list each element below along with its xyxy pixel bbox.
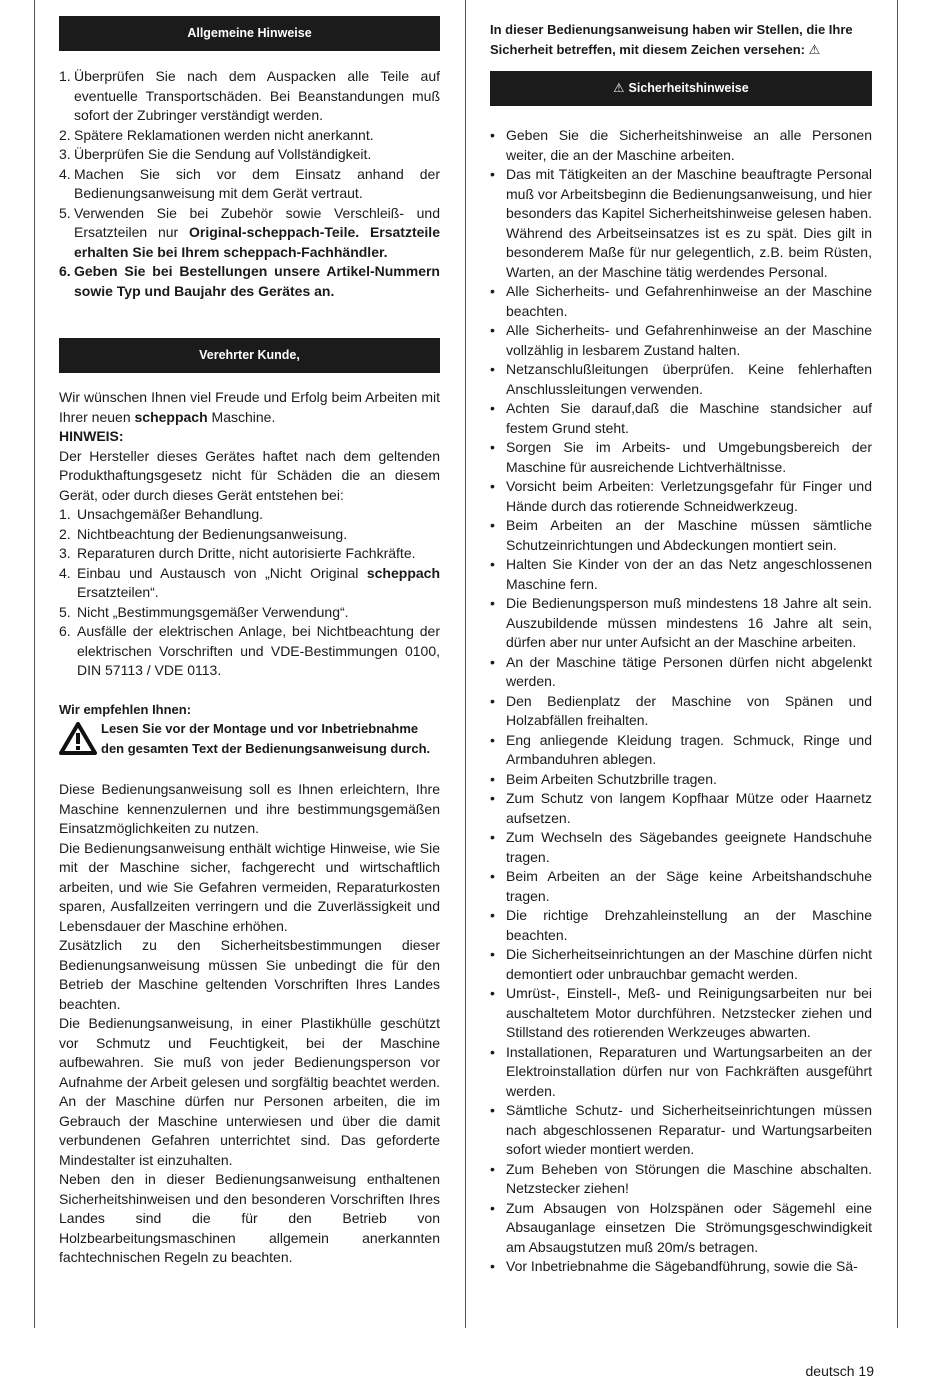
paragraph: Die Bedienungsanweisung enthält wichtige Hinweise, wie Sie mit der Maschine sicher, fachgerecht und wirtschaftlich arbeiten, und wie Sie Gefahren vermeiden, Reparaturkosten sparen, Ausfallzeiten verringern und die Zuverlässigkeit und Lebensdauer der Maschine erhöhen. — [59, 839, 440, 934]
list-item: 3. Reparaturen durch Dritte, nicht autorisierte Fachkräfte. — [59, 545, 416, 561]
safety-bullet-item: • Das mit Tätigkeiten an der Maschine beauftragte Personal muß vor Arbeitsbeginn die Bedienungsanweisung, und hier besonders das Kapitel Sicherheitshinweise gelesen haben. Während des Arbeitseinsatzes ist es zu spät. Dies gilt in besonderem Maße für nur gelegentlich, z.B. beim Rüsten, Warten, an der Maschine tätig werdendes Personal. — [490, 166, 872, 280]
list-item: 2. Nichtbeachtung der Bedienungsanweisung. — [59, 525, 348, 542]
warning-triangle-icon — [59, 722, 97, 755]
paragraph: Die Bedienungsanweisung, in einer Plastikhülle geschützt vor Schmutz und Feuchtigkeit, bei der Maschine aufbewahren. Sie muß von jeder Bedienungsperson vor Aufnahme der Arbeit gelesen und sorgfältig beachtet werden. An der Maschine dürfen nur Personen arbeiten, die im Gebrauch der Maschine unterwiesen und über die damit verbundenen Gefahren unterrichtet sind. Das geforderte Mindestalter ist einzuhalten. — [59, 1015, 440, 1168]
bullet-dot: • — [490, 361, 495, 377]
list-item: 5. Nicht „Bestimmungsgemäßer Verwendung“. — [59, 603, 349, 620]
bullet-dot: • — [490, 985, 495, 1001]
bullet-dot: • — [490, 868, 495, 884]
general-notes-list — [59, 67, 440, 301]
recommend-label: Wir empfehlen Ihnen: — [59, 701, 192, 717]
bullet-dot: • — [490, 595, 495, 611]
paragraph: Diese Bedienungsanweisung soll es Ihnen erleichtern, Ihre Maschine kennenzulernen und ihre bestimmungsgemäßen Einsatzmöglichkeiten zu nutzen. — [59, 781, 440, 836]
bullet-dot: • — [490, 400, 495, 416]
bullet-dot: • — [490, 556, 495, 572]
safety-bullet-item: • Beim Arbeiten an der Säge keine Arbeitshandschuhe tragen. — [490, 868, 872, 904]
list-item: 4. Einbau und Austausch von „Nicht Original scheppach Ersatzteilen“. — [59, 564, 440, 600]
safety-bullet-item: • Alle Sicherheits- und Gefahrenhinweise an der Maschine beachten. — [490, 283, 872, 319]
list-item: 6. Ausfälle der elektrischen Anlage, bei Nichtbeachtung der elektrischen Vorschriften und VDE-Bestimmungen 0100, DIN 57113 / VDE 0113. — [59, 623, 440, 678]
warning-box — [59, 719, 440, 758]
list-item: 5. Verwenden Sie bei Zubehör sowie Verschleiß- und Ersatzteilen nur Original-scheppach-Teile. Ersatzteile erhalten Sie bei Ihrem scheppach-Fachhändler. — [59, 204, 440, 260]
safety-bullet-item: • Sorgen Sie im Arbeits- und Umgebungsbereich der Maschine für ausreichende Lichtverhältnisse. — [490, 439, 872, 475]
bullet-dot: • — [490, 653, 495, 670]
safety-bullet-item: • Zum Absaugen von Holzspänen oder Sägemehl eine Absauganlage einsetzen Die Strömungsgeschwindigkeit am Absaugstutzen muß 20m/s betragen. — [490, 1199, 872, 1255]
list-item: 1. Unsachgemäßer Behandlung. — [59, 506, 264, 522]
hinweis-label: HINWEIS: — [59, 428, 124, 444]
safety-bullet-item: • Installationen, Reparaturen und Wartungsarbeiten an der Elektroinstallation dürfen nur von Fachkräften ausgeführt werden. — [490, 1043, 872, 1099]
safety-bullet-item: • Umrüst-, Einstell-, Meß- und Reinigungsarbeiten nur bei auschaltetem Motor durchführen. Netzstecker ziehen und Stillstand des rotierenden Werkzeuges abwarten. — [490, 985, 872, 1040]
bullet-dot: • — [490, 1102, 495, 1118]
bullet-dot: • — [490, 127, 495, 143]
paragraph: Neben den in dieser Bedienungsanweisung enthaltenen Sicherheitshinweisen und den besonderen Vorschriften Ihres Landes sind die für den Betrieb von Holzbearbeitungsmaschinen allgemein anerkannten fachtechnischen Regeln zu beachten. — [59, 1171, 440, 1265]
bullet-dot: • — [490, 790, 495, 806]
list-item: 3. Überprüfen Sie die Sendung auf Vollständigkeit. — [59, 146, 372, 162]
bullet-dot: • — [490, 1043, 495, 1060]
left-column — [59, 16, 440, 1268]
right-margin-rule — [897, 0, 898, 1328]
bullet-dot: • — [490, 829, 495, 845]
section-header-verehrter-kunde: Verehrter Kunde, — [59, 338, 440, 373]
paragraph: Zusätzlich zu den Sicherheitsbestimmungen dieser Bedienungsanweisung müssen Sie unbedingt die für den Betrieb der Maschine geltenden Vorschriften Ihres Landes beachten. — [59, 937, 440, 1012]
safety-bullet-item: • Zum Beheben von Störungen die Maschine abschalten. Netzstecker ziehen! — [490, 1160, 872, 1196]
left-margin-rule — [34, 0, 35, 1328]
bullet-dot: • — [490, 731, 495, 748]
list-item: 4. Machen Sie sich vor dem Einsatz anhand der Bedienungsanweisung mit dem Gerät vertraut. — [59, 165, 440, 201]
bullet-dot: • — [490, 439, 495, 455]
hinweis-text: Der Hersteller dieses Gerätes haftet nach dem geltenden Produkthaftungsgesetz nicht für Schäden die an diesem Gerät, oder durch dieses Gerät entstehen bei: — [59, 447, 440, 503]
list-item: 1. Überprüfen Sie nach dem Auspacken alle Teile auf eventuelle Transportschäden. Bei Beanstandungen muß sofort der Zubringer verständigt werden. — [59, 68, 440, 123]
safety-bullet-item: • An der Maschine tätige Personen dürfen nicht abgelenkt werden. — [490, 653, 872, 689]
list-item: 2. Spätere Reklamationen werden nicht anerkannt. — [59, 126, 374, 143]
safety-bullet-item: • Die Sicherheitseinrichtungen an der Maschine dürfen nicht demontiert oder unbrauchbar gemacht werden. — [490, 946, 872, 982]
safety-bullet-item: • Vor Inbetriebnahme die Sägebandführung, sowie die Sä- — [490, 1257, 872, 1277]
bullet-dot: • — [490, 1199, 495, 1216]
bullet-dot: • — [490, 166, 495, 182]
safety-bullet-list — [490, 126, 872, 1277]
column-divider — [465, 0, 466, 1328]
safety-bullet-item: • Zum Wechseln des Sägebandes geeignete Handschuhe tragen. — [490, 829, 872, 865]
liability-list — [59, 505, 440, 681]
recommend-text: Lesen Sie vor der Montage und vor Inbetriebnahme den gesamten Text der Bedienungsanweisung durch. — [101, 721, 431, 756]
safety-bullet-item: • Die richtige Drehzahleinstellung an der Maschine beachten. — [490, 907, 872, 943]
bullet-dot: • — [490, 1160, 495, 1177]
section-header-sicherheitshinweise: ⚠ Sicherheitshinweise — [490, 71, 872, 106]
bullet-dot: • — [490, 322, 495, 338]
safety-bullet-item: • Alle Sicherheits- und Gefahrenhinweise an der Maschine vollzählig in lesbarem Zustand halten. — [490, 322, 872, 358]
safety-bullet-item: • Beim Arbeiten an der Maschine müssen sämtliche Schutzeinrichtungen und Abdeckungen montiert sein. — [490, 517, 872, 553]
safety-bullet-item: • Beim Arbeiten Schutzbrille tragen. — [490, 770, 872, 790]
body-paragraphs — [59, 780, 440, 1268]
list-item: 6. Geben Sie bei Bestellungen unsere Artikel-Nummern sowie Typ und Baujahr des Gerätes an. — [59, 263, 440, 299]
bullet-dot: • — [490, 907, 495, 923]
bullet-dot: • — [490, 692, 495, 709]
safety-bullet-item: • Vorsicht beim Arbeiten: Verletzungsgefahr für Finger und Hände durch das rotierende Schneidwerkzeug. — [490, 478, 872, 514]
safety-intro: In dieser Bedienungsanweisung haben wir Stellen, die Ihre Sicherheit betreffen, mit diesem Zeichen versehen: ⚠ — [490, 22, 853, 57]
safety-bullet-item: • Eng anliegende Kleidung tragen. Schmuck, Ringe und Armbanduhren ablegen. — [490, 731, 872, 767]
safety-bullet-item: • Den Bedienplatz der Maschine von Spänen und Holzabfällen freihalten. — [490, 692, 872, 728]
page-footer: deutsch 19 — [805, 1363, 874, 1379]
bullet-dot: • — [490, 1258, 495, 1274]
bullet-dot: • — [490, 946, 495, 962]
safety-bullet-item: • Die Bedienungsperson muß mindestens 18 Jahre alt sein. Auszubildende müssen mindestens 16 Jahre alt sein, dürfen aber nur unter Aufsicht an der Maschine arbeiten. — [490, 595, 872, 650]
bullet-dot: • — [490, 517, 495, 533]
bullet-dot: • — [490, 283, 495, 299]
greeting-paragraph: Wir wünschen Ihnen viel Freude und Erfolg beim Arbeiten mit Ihrer neuen scheppach Maschine. — [59, 389, 440, 425]
safety-bullet-item: • Sämtliche Schutz- und Sicherheitseinrichtungen müssen nach abgeschlossenen Reparatur- und Wartungsarbeiten sofort wieder montiert werden. — [490, 1102, 872, 1157]
safety-bullet-item: • Geben Sie die Sicherheitshinweise an alle Personen weiter, die an der Maschine arbeiten. — [490, 127, 872, 163]
safety-bullet-item: • Halten Sie Kinder von der an das Netz angeschlossenen Maschine fern. — [490, 556, 872, 592]
right-column — [490, 20, 872, 1277]
bullet-dot: • — [490, 478, 495, 494]
safety-bullet-item: • Zum Schutz von langem Kopfhaar Mütze oder Haarnetz aufsetzen. — [490, 790, 872, 826]
bullet-dot: • — [490, 770, 495, 787]
section-header-allgemeine-hinweise: Allgemeine Hinweise — [59, 16, 440, 51]
warning-triangle-icon: ⚠ — [613, 81, 625, 95]
safety-bullet-item: • Netzanschlußleitungen überprüfen. Keine fehlerhaften Anschlussleitungen verwenden. — [490, 361, 872, 397]
safety-bullet-item: • Achten Sie darauf,daß die Maschine standsicher auf festem Grund steht. — [490, 400, 872, 436]
